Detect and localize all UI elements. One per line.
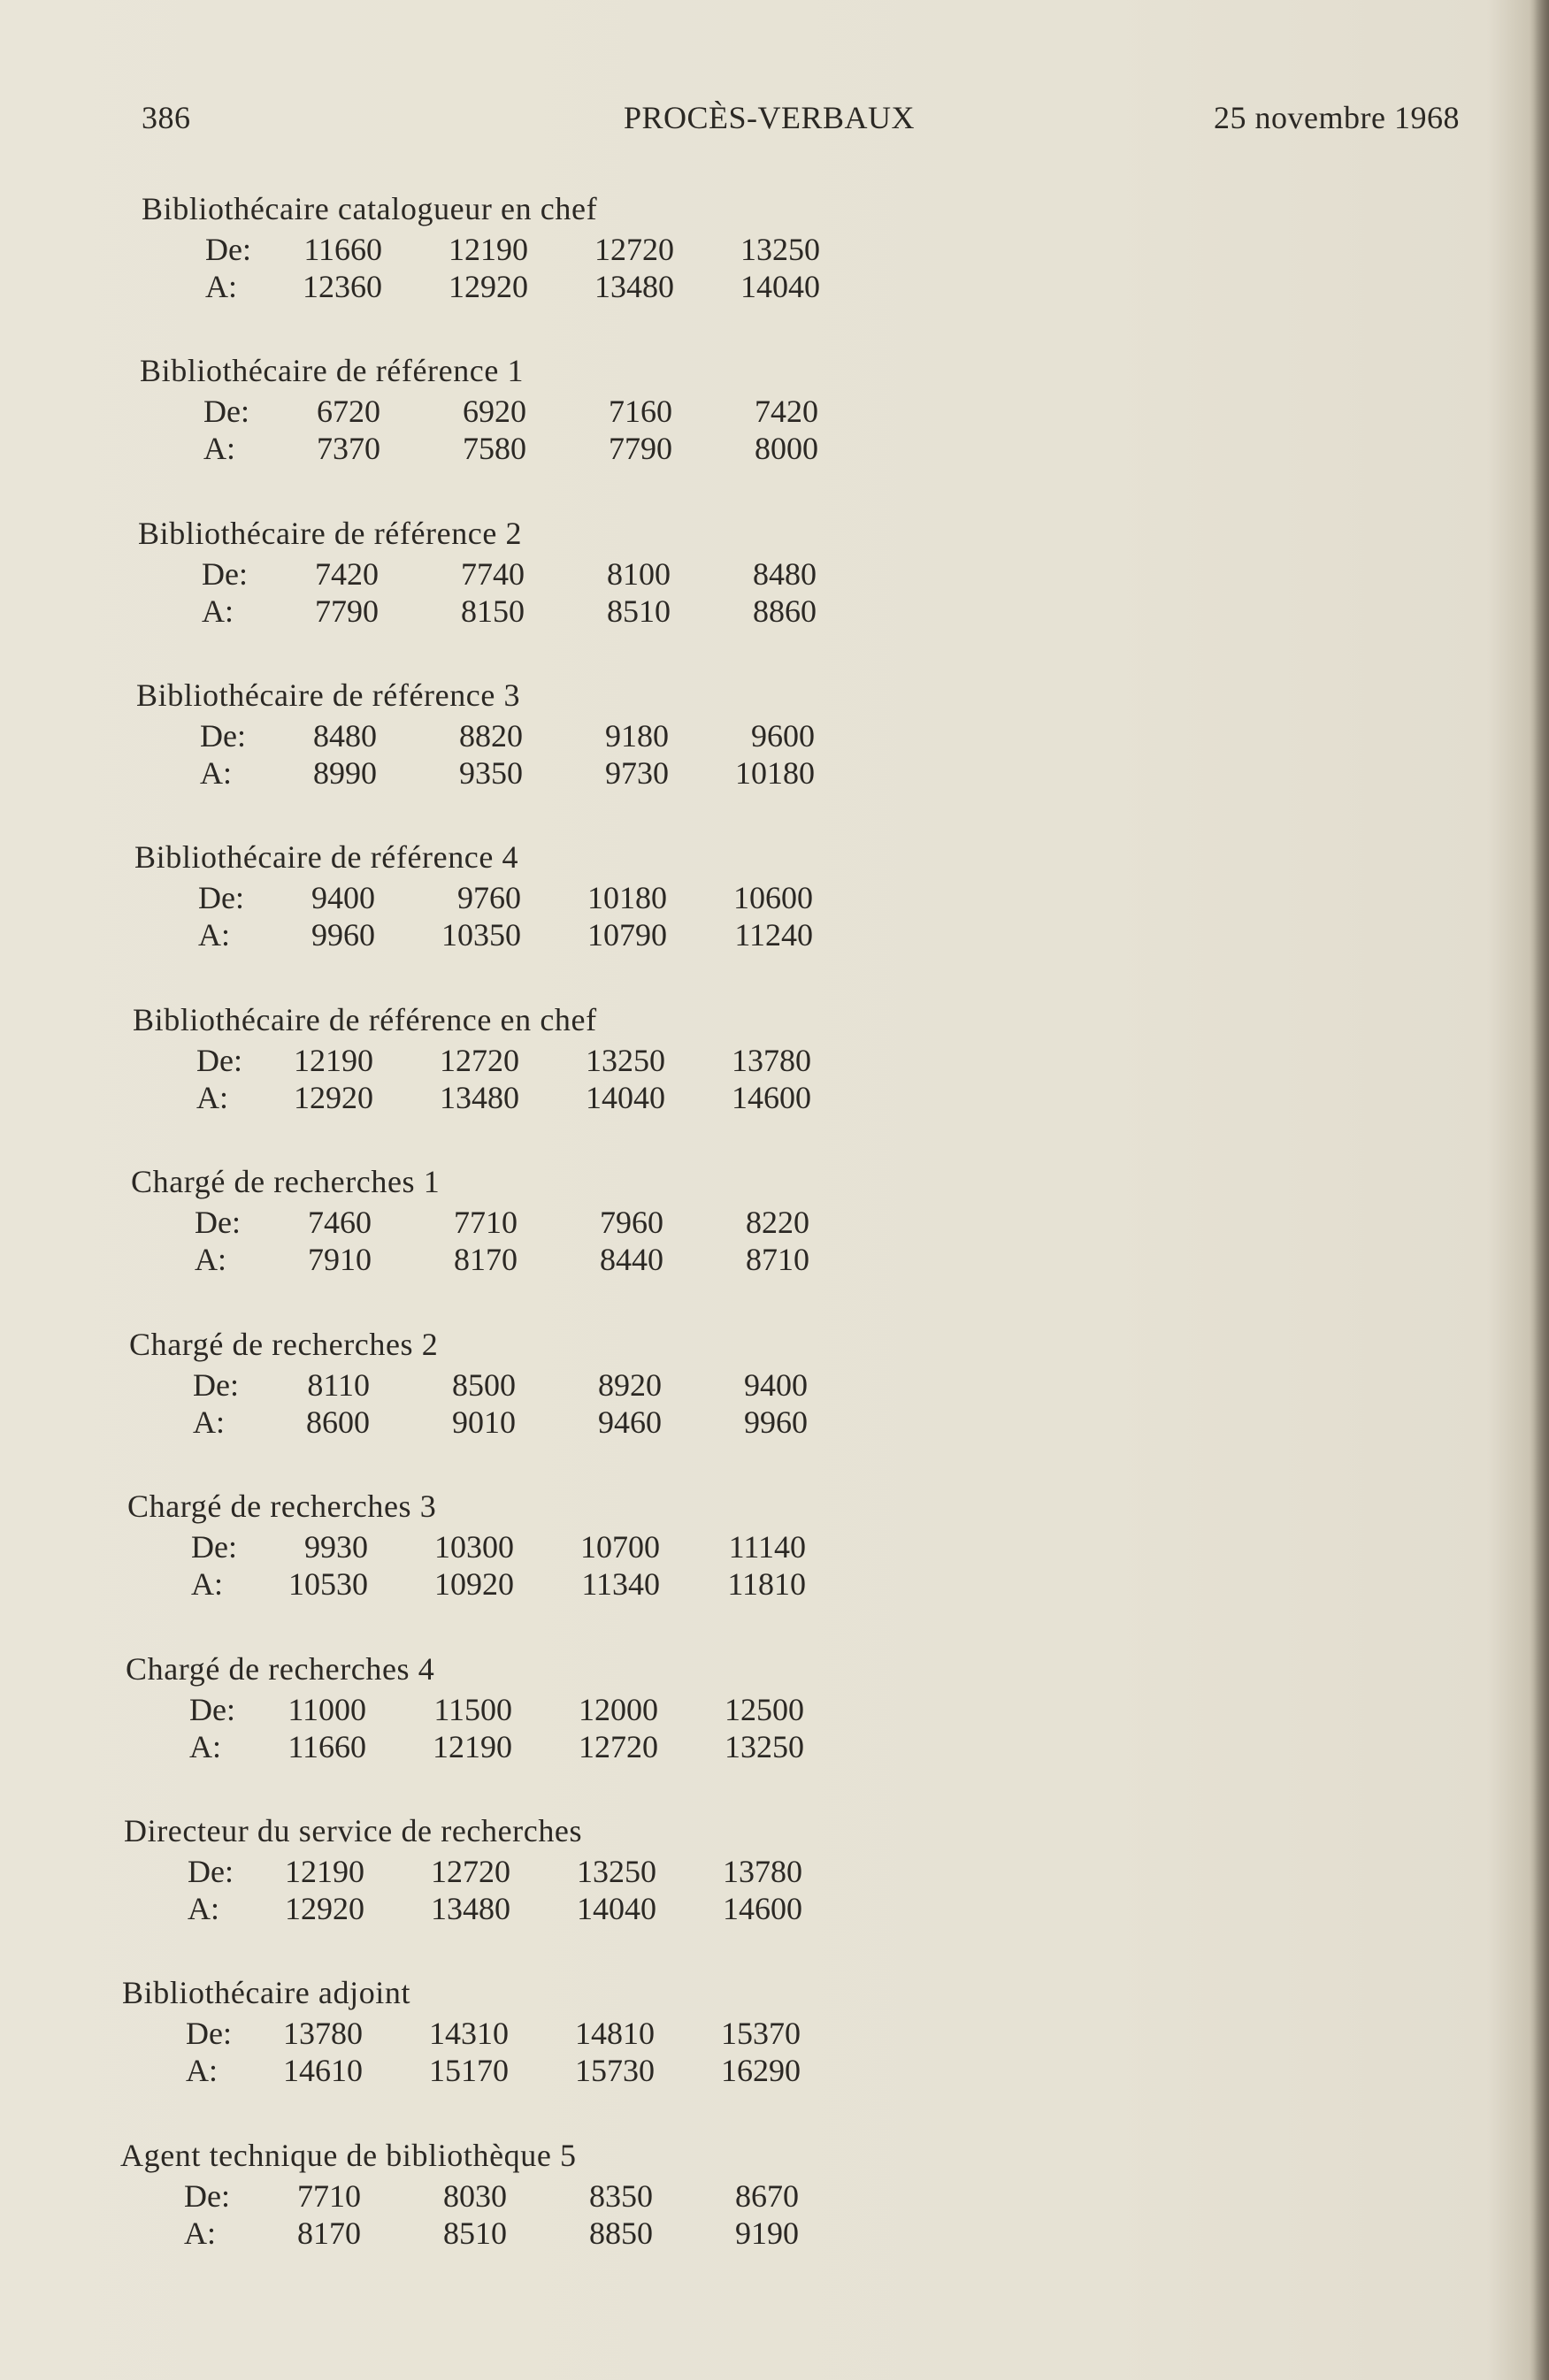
header-date: 25 novembre 1968 [1214, 100, 1460, 135]
salary-value: 10180 [735, 755, 815, 791]
salary-block [133, 1001, 929, 1152]
row-label-to: A: [186, 2053, 218, 2088]
row-label-to: A: [196, 1080, 228, 1115]
salary-value: 10350 [441, 917, 521, 953]
row-label-from: De: [198, 880, 244, 915]
row-label-to: A: [189, 1729, 221, 1764]
position-title: Chargé de recherches 2 [129, 1327, 439, 1362]
row-to [191, 1565, 863, 1603]
salary-value: 7710 [297, 2178, 361, 2214]
position-title: Bibliothécaire de référence 3 [136, 677, 521, 713]
salary-value: 8820 [459, 718, 523, 754]
salary-block [127, 1488, 924, 1638]
salary-value: 8510 [443, 2215, 507, 2251]
row-label-to: A: [193, 1404, 225, 1440]
row-label-to: A: [188, 1891, 219, 1926]
salary-value: 14310 [429, 2016, 509, 2051]
salary-value: 12360 [303, 269, 382, 304]
row-from [188, 1853, 860, 1890]
salary-value: 11240 [734, 917, 813, 953]
salary-value: 14040 [586, 1080, 665, 1115]
salary-value: 8150 [461, 593, 525, 629]
salary-value: 9600 [751, 718, 815, 754]
salary-value: 12500 [725, 1692, 804, 1727]
salary-value: 7420 [315, 556, 379, 592]
row-label-from: De: [188, 1854, 234, 1889]
salary-value: 13780 [732, 1043, 811, 1078]
row-label-from: De: [203, 394, 249, 429]
salary-value: 9460 [598, 1404, 662, 1440]
row-from [189, 1691, 862, 1728]
page-edge-shadow [1530, 0, 1549, 2380]
salary-value: 14610 [283, 2053, 363, 2088]
salary-value: 8920 [598, 1367, 662, 1403]
salary-value: 8100 [607, 556, 671, 592]
salary-value: 8000 [755, 431, 818, 466]
salary-block [142, 190, 938, 341]
salary-value: 8480 [313, 718, 377, 754]
salary-value: 7740 [461, 556, 525, 592]
row-from [195, 1204, 867, 1241]
salary-value: 7580 [463, 431, 526, 466]
salary-block [138, 515, 934, 665]
position-title: Chargé de recherches 3 [127, 1488, 437, 1524]
salary-value: 10180 [587, 880, 667, 915]
page-number: 386 [142, 100, 191, 135]
salary-value: 8480 [753, 556, 817, 592]
row-to [196, 1079, 869, 1116]
salary-value: 8860 [753, 593, 817, 629]
row-to [200, 754, 872, 792]
row-label-from: De: [196, 1043, 242, 1078]
salary-value: 10300 [434, 1529, 514, 1565]
row-label-to: A: [200, 755, 232, 791]
row-label-to: A: [191, 1566, 223, 1602]
row-from [191, 1528, 863, 1565]
row-to [186, 2052, 858, 2089]
row-to [198, 916, 870, 953]
row-to [203, 430, 876, 467]
salary-value: 12720 [579, 1729, 658, 1764]
row-from [184, 2177, 856, 2215]
salary-value: 8220 [746, 1205, 809, 1240]
salary-value: 13250 [586, 1043, 665, 1078]
salary-value: 8600 [306, 1404, 370, 1440]
position-title: Chargé de recherches 4 [126, 1651, 435, 1687]
row-from [193, 1366, 865, 1404]
salary-value: 14600 [732, 1080, 811, 1115]
row-from [198, 879, 870, 916]
salary-value: 15370 [721, 2016, 801, 2051]
salary-value: 13480 [431, 1891, 510, 1926]
salary-value: 12190 [449, 232, 528, 267]
salary-value: 7910 [308, 1242, 372, 1277]
salary-value: 9760 [457, 880, 521, 915]
salary-value: 13250 [577, 1854, 656, 1889]
salary-block [129, 1326, 925, 1476]
row-to [205, 268, 878, 305]
salary-value: 9010 [452, 1404, 516, 1440]
row-from [186, 2015, 858, 2052]
salary-value: 10920 [434, 1566, 514, 1602]
salary-value: 9960 [311, 917, 375, 953]
salary-value: 12920 [285, 1891, 364, 1926]
salary-value: 9180 [605, 718, 669, 754]
row-label-from: De: [189, 1692, 235, 1727]
row-label-from: De: [193, 1367, 239, 1403]
salary-value: 9190 [735, 2215, 799, 2251]
running-title: PROCÈS-VERBAUX [624, 100, 916, 135]
salary-value: 11140 [728, 1529, 806, 1565]
page-header [142, 99, 1460, 152]
salary-value: 10790 [587, 917, 667, 953]
salary-value: 9930 [304, 1529, 368, 1565]
salary-value: 11810 [727, 1566, 806, 1602]
salary-value: 13480 [440, 1080, 519, 1115]
salary-value: 7710 [454, 1205, 518, 1240]
row-label-from: De: [186, 2016, 232, 2051]
salary-value: 9400 [744, 1367, 808, 1403]
salary-block [136, 677, 932, 827]
row-label-to: A: [205, 269, 237, 304]
position-title: Agent technique de bibliothèque 5 [120, 2138, 577, 2173]
salary-value: 11660 [303, 232, 382, 267]
row-label-to: A: [195, 1242, 226, 1277]
salary-value: 12720 [594, 232, 674, 267]
salary-value: 8850 [589, 2215, 653, 2251]
salary-value: 8030 [443, 2178, 507, 2214]
row-label-from: De: [205, 232, 251, 267]
salary-value: 13780 [723, 1854, 802, 1889]
row-label-from: De: [195, 1205, 241, 1240]
row-to [188, 1890, 860, 1927]
salary-value: 8500 [452, 1367, 516, 1403]
salary-value: 11660 [288, 1729, 366, 1764]
position-title: Bibliothécaire de référence 1 [140, 353, 525, 388]
salary-block [140, 352, 936, 502]
salary-value: 13480 [594, 269, 674, 304]
salary-value: 7790 [609, 431, 672, 466]
salary-value: 13250 [740, 232, 820, 267]
position-title: Bibliothécaire de référence 4 [134, 839, 519, 875]
row-to [195, 1241, 867, 1278]
salary-value: 12920 [294, 1080, 373, 1115]
salary-value: 9960 [744, 1404, 808, 1440]
salary-block [120, 2137, 916, 2287]
salary-value: 15170 [429, 2053, 509, 2088]
row-from [203, 393, 876, 430]
row-from [196, 1042, 869, 1079]
salary-value: 12000 [579, 1692, 658, 1727]
salary-value: 8710 [746, 1242, 809, 1277]
salary-value: 12190 [285, 1854, 364, 1889]
salary-value: 12720 [440, 1043, 519, 1078]
position-title: Bibliothécaire adjoint [122, 1975, 411, 2010]
salary-value: 13250 [725, 1729, 804, 1764]
salary-value: 8350 [589, 2178, 653, 2214]
salary-value: 6920 [463, 394, 526, 429]
position-title: Bibliothécaire de référence 2 [138, 516, 523, 551]
row-label-to: A: [198, 917, 230, 953]
salary-value: 6720 [317, 394, 380, 429]
salary-value: 16290 [721, 2053, 801, 2088]
row-to [184, 2215, 856, 2252]
salary-value: 14810 [575, 2016, 655, 2051]
position-title: Directeur du service de recherches [124, 1813, 583, 1848]
salary-value: 8670 [735, 2178, 799, 2214]
salary-value: 9350 [459, 755, 523, 791]
salary-value: 10530 [288, 1566, 368, 1602]
row-from [202, 555, 874, 593]
salary-block [134, 838, 931, 989]
salary-value: 7460 [308, 1205, 372, 1240]
salary-value: 8110 [307, 1367, 370, 1403]
row-label-from: De: [200, 718, 246, 754]
row-from [205, 231, 878, 268]
salary-value: 7790 [315, 593, 379, 629]
salary-value: 14040 [577, 1891, 656, 1926]
salary-value: 7420 [755, 394, 818, 429]
salary-value: 13780 [283, 2016, 363, 2051]
salary-value: 14040 [740, 269, 820, 304]
row-label-to: A: [203, 431, 235, 466]
salary-value: 11000 [288, 1692, 366, 1727]
salary-value: 8440 [600, 1242, 663, 1277]
salary-value: 9730 [605, 755, 669, 791]
position-title: Chargé de recherches 1 [131, 1164, 441, 1199]
salary-block [126, 1650, 922, 1801]
salary-value: 8170 [454, 1242, 518, 1277]
row-to [202, 593, 874, 630]
row-label-from: De: [191, 1529, 237, 1565]
salary-value: 12920 [449, 269, 528, 304]
row-label-to: A: [184, 2215, 216, 2251]
salary-value: 12190 [294, 1043, 373, 1078]
salary-value: 8990 [313, 755, 377, 791]
row-to [193, 1404, 865, 1441]
salary-value: 7160 [609, 394, 672, 429]
row-label-to: A: [202, 593, 234, 629]
row-to [189, 1728, 862, 1765]
salary-value: 15730 [575, 2053, 655, 2088]
salary-value: 11340 [581, 1566, 660, 1602]
row-from [200, 717, 872, 754]
salary-value: 14600 [723, 1891, 802, 1926]
salary-value: 10600 [733, 880, 813, 915]
salary-block [122, 1974, 918, 2124]
salary-value: 7370 [317, 431, 380, 466]
position-title: Bibliothécaire catalogueur en chef [142, 191, 598, 226]
salary-block [131, 1163, 927, 1313]
salary-value: 12720 [431, 1854, 510, 1889]
salary-value: 9400 [311, 880, 375, 915]
row-label-from: De: [184, 2178, 230, 2214]
salary-value: 8170 [297, 2215, 361, 2251]
row-label-from: De: [202, 556, 248, 592]
salary-value: 12190 [433, 1729, 512, 1764]
position-title: Bibliothécaire de référence en chef [133, 1002, 597, 1037]
salary-value: 8510 [607, 593, 671, 629]
salary-value: 11500 [433, 1692, 512, 1727]
salary-value: 10700 [580, 1529, 660, 1565]
salary-block [124, 1812, 920, 1963]
salary-value: 7960 [600, 1205, 663, 1240]
